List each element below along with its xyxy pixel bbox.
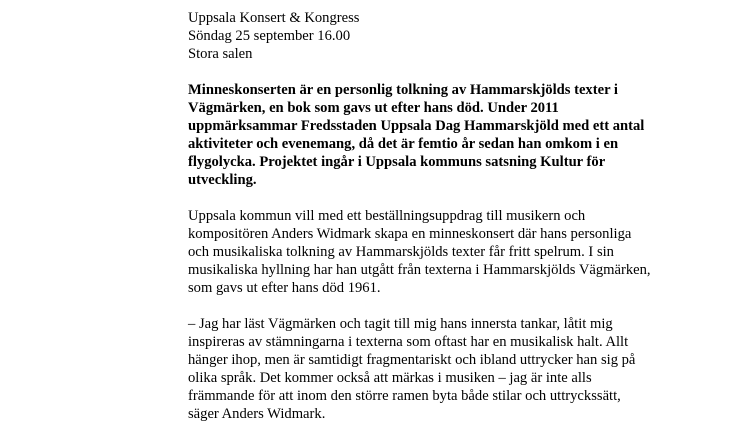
spacer bbox=[188, 63, 728, 81]
body-line: hänger ihop, men är samtidigt fragmentariskt och ibland uttrycker han sig på bbox=[188, 352, 636, 368]
body-line: främmande för att inom den större ramen byta både stilar och uttryckssätt, bbox=[188, 388, 621, 404]
body-line: som gavs ut efter hans död 1961. bbox=[188, 280, 381, 296]
body-line: Uppsala kommun vill med ett beställningsuppdrag till musikern och bbox=[188, 208, 586, 224]
lead-line: utveckling. bbox=[188, 172, 257, 188]
body-paragraph-2 bbox=[188, 315, 728, 423]
document-page bbox=[188, 9, 728, 423]
body-paragraph-1 bbox=[188, 207, 728, 297]
body-line: säger Anders Widmark. bbox=[188, 406, 326, 422]
datetime-line: Söndag 25 september 16.00 bbox=[188, 28, 351, 44]
body-line: olika språk. Det kommer också att märkas i musiken – jag är inte alls bbox=[188, 370, 592, 386]
body-line: inspireras av stämningarna i texterna som oftast har en musikalisk halt. Allt bbox=[188, 334, 629, 350]
body-line: musikaliska hyllning har han utgått från texterna i Hammarskjölds Vägmärken, bbox=[188, 262, 651, 278]
body-line: – Jag har läst Vägmärken och tagit till mig hans innersta tankar, låtit mig bbox=[188, 316, 613, 332]
lead-line: aktiviteter och evenemang, då det är femtio år sedan han omkom i en bbox=[188, 136, 619, 152]
body-line: kompositören Anders Widmark skapa en minneskonsert där hans personliga bbox=[188, 226, 632, 242]
hall-line: Stora salen bbox=[188, 46, 253, 62]
body-line: och musikaliska tolkning av Hammarskjölds texter får fritt spelrum. I sin bbox=[188, 244, 614, 260]
spacer bbox=[188, 189, 728, 207]
venue-line: Uppsala Konsert & Kongress bbox=[188, 10, 360, 26]
lead-line: Vägmärken, en bok som gavs ut efter hans död. Under 2011 bbox=[188, 100, 559, 116]
event-header bbox=[188, 9, 728, 63]
lead-line: uppmärksammar Fredsstaden Uppsala Dag Hammarskjöld med ett antal bbox=[188, 118, 645, 134]
lead-line: flygolycka. Projektet ingår i Uppsala kommuns satsning Kultur för bbox=[188, 154, 606, 170]
lead-line: Minneskonserten är en personlig tolkning av Hammarskjölds texter i bbox=[188, 82, 618, 98]
lead-paragraph bbox=[188, 81, 728, 189]
spacer bbox=[188, 297, 728, 315]
